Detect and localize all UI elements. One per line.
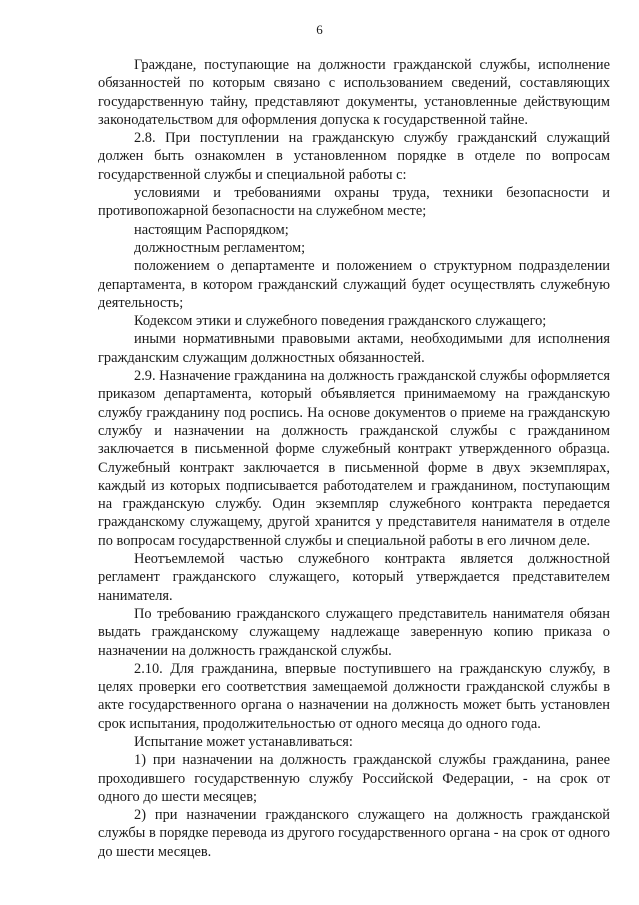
list-item-probation-2: 2) при назначении гражданского служащего на должность гражданской службы в порядке перевода из другого государственного органа - на срок от одного до шести месяцев. <box>98 807 610 860</box>
list-item-department-provisions: положением о департаменте и положением о структурном подразделении департамента, в котором гражданский служащий будет осуществлять служебную деятельность; <box>98 258 610 311</box>
list-item-other-acts: иными нормативными правовыми актами, необходимыми для исполнения гражданским служащим должностных обязанностей. <box>98 331 610 366</box>
list-item-regulations: настоящим Распорядком; <box>134 221 289 238</box>
paragraph-2-10: 2.10. Для гражданина, впервые поступившего на гражданскую службу, в целях проверки его соответствия замещаемой должности гражданской службы в акте государственного органа о назначении на должность может быть установлен срок испытания, продолжительностью от одного месяца до одного года. <box>98 660 610 732</box>
document-body <box>98 56 610 861</box>
paragraph-contract-part: Неотъемлемой частью служебного контракта является должностной регламент гражданского служащего, который утверждается представителем нанимателя. <box>98 551 610 604</box>
list-item-probation-1: 1) при назначении на должность гражданской службы гражданина, ранее проходившего государственную службу Российской Федерации, - на срок от одного до шести месяцев; <box>98 752 610 805</box>
paragraph-copy-of-order: По требованию гражданского служащего представитель нанимателя обязан выдать гражданскому служащему надлежаще заверенную копию приказа о назначении на должность гражданской службы. <box>98 605 610 659</box>
list-item-labor-safety: условиями и требованиями охраны труда, техники безопасности и противопожарной безопасности на служебном месте; <box>98 185 610 220</box>
list-item-job-regulation: должностным регламентом; <box>134 239 306 256</box>
paragraph-secret-documents: Граждане, поступающие на должности гражданской службы, исполнение обязанностей по которым связано с использованием сведений, составляющих государственную тайну, представляют документы, установленные действующим законодательством для оформления допуска к государственной тайне. <box>98 57 610 128</box>
paragraph-2-8: 2.8. При поступлении на гражданскую службу гражданский служащий должен быть ознакомлен в установленном порядке в отделе по вопросам государственной службы и специальной работы с: <box>98 130 610 183</box>
page-number: 6 <box>316 22 323 37</box>
paragraph-2-9: 2.9. Назначение гражданина на должность гражданской службы оформляется приказом департамента, который объявляется принимаемому на гражданскую службу гражданину под роспись. На основе документов о приеме на гражданскую службу и назначении на должность гражданской службы с гражданином заключается в письменной форме служебный контракт утвержденного образца. Служебный контракт заключается в письменной форме в двух экземплярах, каждый из которых подписывается работодателем и гражданином, поступающим на гражданскую службу. Один экземпляр служебного контракта передается гражданскому служащему, другой хранится у представителя нанимателя в отделе по вопросам государственной службы и специальной работы в его личном деле. <box>98 368 610 549</box>
list-item-ethics-code: Кодексом этики и служебного поведения гражданского служащего; <box>134 313 547 330</box>
paragraph-probation-intro: Испытание может устанавливаться: <box>134 733 353 750</box>
